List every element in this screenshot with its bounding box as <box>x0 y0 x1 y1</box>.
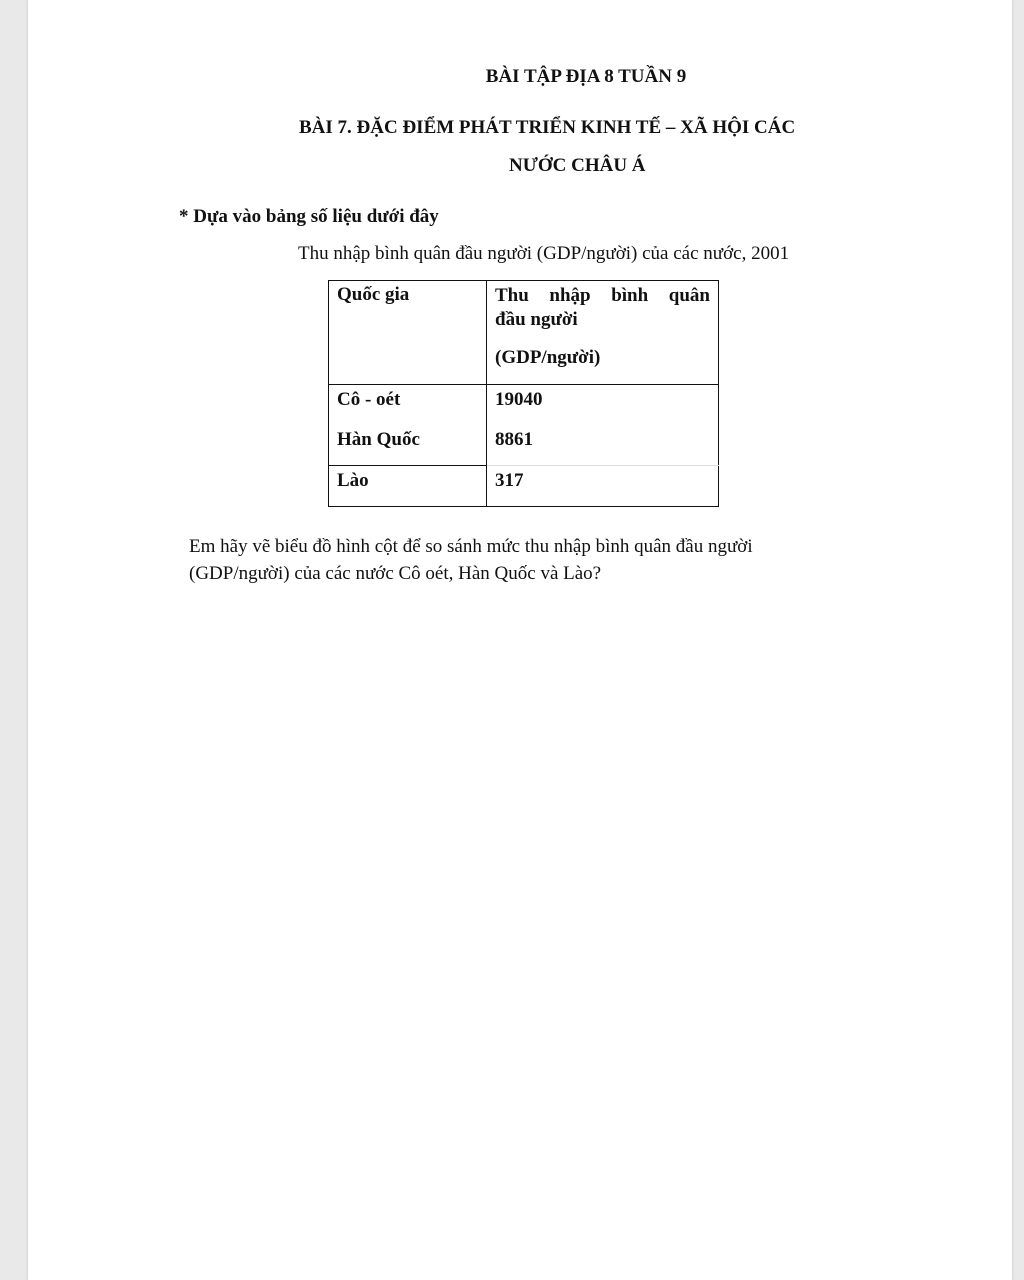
header-income-line2: đầu người <box>495 309 578 330</box>
table-header-row <box>329 281 719 385</box>
gdp-cell: 8861 <box>487 425 719 466</box>
country-cell: Hàn Quốc <box>329 425 487 466</box>
table-caption: Thu nhập bình quân đầu người (GDP/người) của các nước, 2001 <box>298 243 790 264</box>
lesson-heading-line2: NƯỚC CHÂU Á <box>509 155 646 176</box>
gdp-cell: 317 <box>487 466 719 507</box>
header-income-cell <box>487 281 719 385</box>
header-country-cell <box>329 281 487 385</box>
gdp-cell: 19040 <box>487 385 719 426</box>
document-title: BÀI TẬP ĐỊA 8 TUẦN 9 <box>485 66 687 87</box>
country-cell: Cô - oét <box>329 385 487 426</box>
question-line1: Em hãy vẽ biểu đồ hình cột để so sánh mức thu nhập bình quân đầu người <box>189 536 753 557</box>
header-income-line1: Thu nhập bình quân <box>495 285 710 306</box>
gdp-table <box>328 280 719 507</box>
table-row <box>329 466 719 507</box>
header-income-unit: (GDP/người) <box>495 347 601 368</box>
table-row <box>329 425 719 466</box>
table-row <box>329 385 719 426</box>
lesson-heading-line1: BÀI 7. ĐẶC ĐIỂM PHÁT TRIỂN KINH TẾ – XÃ HỘI CÁC <box>299 117 796 138</box>
document-page <box>28 0 1012 1280</box>
question-line2: (GDP/người) của các nước Cô oét, Hàn Quốc và Lào? <box>189 563 602 584</box>
header-country: Quốc gia <box>337 284 410 305</box>
country-cell: Lào <box>329 466 487 507</box>
instruction-text: * Dựa vào bảng số liệu dưới đây <box>179 206 439 227</box>
